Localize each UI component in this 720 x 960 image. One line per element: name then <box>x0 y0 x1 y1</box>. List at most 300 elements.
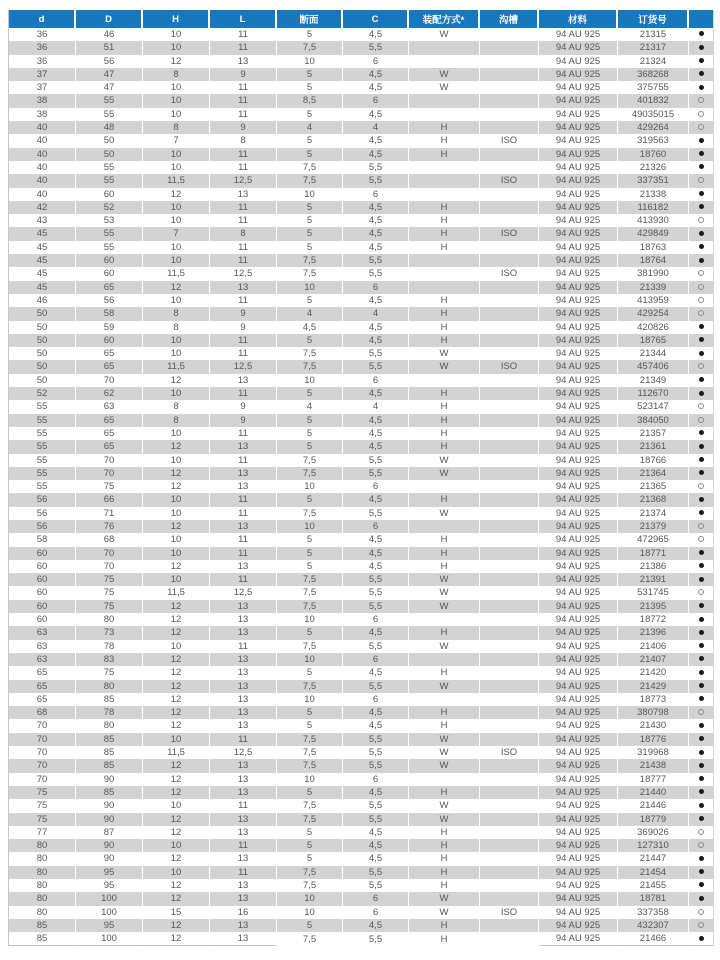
cell-order-no: 21447 <box>618 852 689 865</box>
cell-l: 11 <box>210 254 277 267</box>
cell-l: 13 <box>210 626 277 639</box>
table-row <box>9 440 713 453</box>
cell-material: 94 AU 925 <box>539 533 618 546</box>
cell-l: 13 <box>210 919 277 932</box>
table-row <box>9 347 713 360</box>
cell-h: 15 <box>143 906 210 919</box>
cell-h: 12 <box>143 626 210 639</box>
cell-section: 7,5 <box>277 813 343 826</box>
cell-availability <box>689 454 713 467</box>
cell-availability <box>689 188 713 201</box>
cell-mounting <box>409 161 480 174</box>
cell-l: 12,5 <box>210 360 277 373</box>
cell-order-no: 18771 <box>618 547 689 560</box>
cell-c: 4,5 <box>343 786 409 799</box>
cell-availability <box>689 41 713 54</box>
table-row <box>9 360 713 373</box>
cell-h: 12 <box>143 613 210 626</box>
cell-order-no: 21395 <box>618 600 689 613</box>
cell-availability <box>689 507 713 520</box>
cell-mounting <box>409 108 480 121</box>
table-row <box>9 547 713 560</box>
cell-section: 8,5 <box>277 94 343 107</box>
cell-order-no: 429264 <box>618 121 689 134</box>
cell-order-no: 116182 <box>618 201 689 214</box>
cell-mounting: W <box>409 680 480 693</box>
cell-inner-dia: 56 <box>9 493 76 506</box>
cell-mounting <box>409 653 480 666</box>
table-row <box>9 188 713 201</box>
cell-availability <box>689 600 713 613</box>
cell-outer-dia: 55 <box>76 161 143 174</box>
cell-groove <box>480 813 539 826</box>
cell-l: 13 <box>210 680 277 693</box>
cell-mounting: H <box>409 666 480 679</box>
cell-l: 13 <box>210 600 277 613</box>
cell-h: 10 <box>143 387 210 400</box>
cell-groove: ISO <box>480 746 539 759</box>
cell-outer-dia: 55 <box>76 227 143 240</box>
cell-groove <box>480 188 539 201</box>
table-row <box>9 773 713 786</box>
cell-l: 11 <box>210 334 277 347</box>
cell-mounting: H <box>409 121 480 134</box>
cell-inner-dia: 55 <box>9 467 76 480</box>
cell-c: 4,5 <box>343 201 409 214</box>
cell-material: 94 AU 925 <box>539 746 618 759</box>
cell-h: 10 <box>143 533 210 546</box>
cell-outer-dia: 75 <box>76 480 143 493</box>
cell-section: 5 <box>277 919 343 932</box>
cell-outer-dia: 55 <box>76 241 143 254</box>
cell-mounting: H <box>409 932 480 946</box>
filled-circle-icon <box>699 789 704 794</box>
cell-inner-dia: 65 <box>9 693 76 706</box>
cell-mounting <box>409 480 480 493</box>
cell-inner-dia: 37 <box>9 68 76 81</box>
cell-c: 6 <box>343 906 409 919</box>
cell-outer-dia: 90 <box>76 839 143 852</box>
cell-material: 94 AU 925 <box>539 613 618 626</box>
cell-mounting <box>409 693 480 706</box>
cell-outer-dia: 68 <box>76 533 143 546</box>
cell-outer-dia: 95 <box>76 879 143 892</box>
cell-material: 94 AU 925 <box>539 307 618 320</box>
cell-h: 10 <box>143 81 210 94</box>
cell-groove <box>480 653 539 666</box>
cell-mounting <box>409 254 480 267</box>
cell-outer-dia: 100 <box>76 932 143 946</box>
cell-h: 11,5 <box>143 174 210 187</box>
cell-order-no: 375755 <box>618 81 689 94</box>
cell-l: 13 <box>210 852 277 865</box>
cell-outer-dia: 75 <box>76 666 143 679</box>
table-row <box>9 307 713 320</box>
cell-mounting: H <box>409 866 480 879</box>
cell-c: 6 <box>343 693 409 706</box>
column-header-mounting: 装配方式* <box>409 10 480 28</box>
cell-mounting: W <box>409 813 480 826</box>
cell-groove: ISO <box>480 360 539 373</box>
cell-section: 5 <box>277 666 343 679</box>
table-row <box>9 281 713 294</box>
cell-availability <box>689 281 713 294</box>
cell-outer-dia: 47 <box>76 81 143 94</box>
cell-order-no: 21455 <box>618 879 689 892</box>
cell-inner-dia: 55 <box>9 480 76 493</box>
cell-l: 11 <box>210 427 277 440</box>
cell-section: 7,5 <box>277 759 343 772</box>
cell-groove <box>480 520 539 533</box>
cell-outer-dia: 90 <box>76 813 143 826</box>
cell-mounting: W <box>409 640 480 653</box>
cell-inner-dia: 40 <box>9 174 76 187</box>
cell-inner-dia: 43 <box>9 214 76 227</box>
cell-l: 13 <box>210 480 277 493</box>
cell-order-no: 18766 <box>618 454 689 467</box>
cell-groove <box>480 759 539 772</box>
cell-order-no: 127310 <box>618 839 689 852</box>
cell-section: 5 <box>277 414 343 427</box>
cell-l: 11 <box>210 148 277 161</box>
cell-l: 13 <box>210 560 277 573</box>
cell-order-no: 21446 <box>618 799 689 812</box>
cell-c: 4,5 <box>343 919 409 932</box>
cell-l: 11 <box>210 533 277 546</box>
cell-groove <box>480 586 539 599</box>
cell-groove <box>480 533 539 546</box>
cell-c: 6 <box>343 773 409 786</box>
cell-material: 94 AU 925 <box>539 653 618 666</box>
cell-h: 10 <box>143 108 210 121</box>
cell-section: 10 <box>277 480 343 493</box>
cell-material: 94 AU 925 <box>539 347 618 360</box>
cell-section: 5 <box>277 334 343 347</box>
cell-mounting: W <box>409 759 480 772</box>
cell-h: 12 <box>143 719 210 732</box>
open-circle-icon <box>698 842 704 848</box>
cell-material: 94 AU 925 <box>539 267 618 280</box>
cell-section: 10 <box>277 906 343 919</box>
cell-h: 11,5 <box>143 360 210 373</box>
cell-order-no: 401832 <box>618 94 689 107</box>
cell-l: 13 <box>210 879 277 892</box>
cell-h: 7 <box>143 227 210 240</box>
cell-material: 94 AU 925 <box>539 121 618 134</box>
cell-mounting: H <box>409 321 480 334</box>
cell-mounting: H <box>409 294 480 307</box>
cell-availability <box>689 28 713 41</box>
cell-groove <box>480 919 539 932</box>
cell-order-no: 531745 <box>618 586 689 599</box>
cell-l: 13 <box>210 55 277 68</box>
cell-mounting: H <box>409 560 480 573</box>
cell-outer-dia: 70 <box>76 467 143 480</box>
cell-groove <box>480 307 539 320</box>
cell-inner-dia: 50 <box>9 347 76 360</box>
cell-outer-dia: 78 <box>76 706 143 719</box>
header-row <box>9 10 713 28</box>
cell-outer-dia: 75 <box>76 600 143 613</box>
table-row <box>9 427 713 440</box>
cell-order-no: 21349 <box>618 374 689 387</box>
cell-availability <box>689 626 713 639</box>
filled-circle-icon <box>699 324 704 329</box>
cell-order-no: 21430 <box>618 719 689 732</box>
cell-outer-dia: 90 <box>76 799 143 812</box>
table-row <box>9 254 713 267</box>
cell-availability <box>689 773 713 786</box>
cell-inner-dia: 85 <box>9 919 76 932</box>
open-circle-icon <box>698 97 704 103</box>
cell-section: 5 <box>277 134 343 147</box>
open-circle-icon <box>698 523 704 529</box>
filled-circle-icon <box>699 191 704 196</box>
cell-availability <box>689 227 713 240</box>
cell-h: 10 <box>143 214 210 227</box>
cell-section: 4,5 <box>277 321 343 334</box>
cell-h: 12 <box>143 666 210 679</box>
cell-outer-dia: 65 <box>76 414 143 427</box>
cell-order-no: 337358 <box>618 906 689 919</box>
cell-c: 4,5 <box>343 493 409 506</box>
cell-l: 11 <box>210 201 277 214</box>
cell-groove <box>480 786 539 799</box>
cell-order-no: 112670 <box>618 387 689 400</box>
cell-order-no: 413930 <box>618 214 689 227</box>
cell-inner-dia: 50 <box>9 321 76 334</box>
filled-circle-icon <box>699 457 704 462</box>
cell-order-no: 429849 <box>618 227 689 240</box>
cell-section: 5 <box>277 81 343 94</box>
cell-l: 11 <box>210 41 277 54</box>
cell-order-no: 381990 <box>618 267 689 280</box>
filled-circle-icon <box>699 816 704 821</box>
cell-h: 12 <box>143 374 210 387</box>
cell-inner-dia: 63 <box>9 640 76 653</box>
cell-groove <box>480 28 539 41</box>
cell-l: 9 <box>210 414 277 427</box>
filled-circle-icon <box>699 470 704 475</box>
table-row <box>9 719 713 732</box>
cell-material: 94 AU 925 <box>539 254 618 267</box>
open-circle-icon <box>698 909 704 915</box>
cell-section: 10 <box>277 773 343 786</box>
cell-l: 13 <box>210 892 277 905</box>
cell-mounting: H <box>409 533 480 546</box>
table-row <box>9 148 713 161</box>
cell-mounting <box>409 55 480 68</box>
cell-groove <box>480 573 539 586</box>
cell-section: 7,5 <box>277 161 343 174</box>
cell-section: 5 <box>277 440 343 453</box>
column-header-section: 断面 <box>277 10 343 28</box>
cell-inner-dia: 52 <box>9 387 76 400</box>
cell-outer-dia: 73 <box>76 626 143 639</box>
cell-c: 4,5 <box>343 839 409 852</box>
cell-c: 6 <box>343 94 409 107</box>
cell-l: 13 <box>210 693 277 706</box>
table-row <box>9 400 713 413</box>
open-circle-icon <box>698 589 704 595</box>
filled-circle-icon <box>699 550 704 555</box>
cell-order-no: 21374 <box>618 507 689 520</box>
cell-material: 94 AU 925 <box>539 440 618 453</box>
cell-order-no: 21454 <box>618 866 689 879</box>
cell-availability <box>689 55 713 68</box>
cell-inner-dia: 60 <box>9 586 76 599</box>
table-row <box>9 174 713 187</box>
cell-l: 12,5 <box>210 174 277 187</box>
cell-availability <box>689 493 713 506</box>
cell-order-no: 21364 <box>618 467 689 480</box>
cell-inner-dia: 50 <box>9 334 76 347</box>
table-row <box>9 879 713 892</box>
cell-l: 13 <box>210 706 277 719</box>
cell-order-no: 21357 <box>618 427 689 440</box>
cell-groove <box>480 866 539 879</box>
cell-c: 6 <box>343 613 409 626</box>
cell-section: 5 <box>277 201 343 214</box>
cell-l: 11 <box>210 241 277 254</box>
cell-section: 7,5 <box>277 586 343 599</box>
cell-c: 6 <box>343 480 409 493</box>
cell-section: 5 <box>277 786 343 799</box>
cell-c: 5,5 <box>343 932 409 946</box>
filled-circle-icon <box>699 85 704 90</box>
cell-outer-dia: 85 <box>76 786 143 799</box>
cell-groove <box>480 706 539 719</box>
cell-inner-dia: 46 <box>9 294 76 307</box>
filled-circle-icon <box>699 882 704 887</box>
cell-order-no: 369026 <box>618 826 689 839</box>
cell-section: 10 <box>277 520 343 533</box>
cell-availability <box>689 932 713 946</box>
cell-section: 7,5 <box>277 174 343 187</box>
cell-order-no: 21338 <box>618 188 689 201</box>
cell-outer-dia: 46 <box>76 28 143 41</box>
cell-l: 13 <box>210 281 277 294</box>
cell-groove <box>480 148 539 161</box>
column-header-material: 材料 <box>539 10 618 28</box>
cell-h: 12 <box>143 281 210 294</box>
cell-groove <box>480 241 539 254</box>
cell-material: 94 AU 925 <box>539 799 618 812</box>
cell-c: 5,5 <box>343 573 409 586</box>
cell-h: 12 <box>143 852 210 865</box>
cell-availability <box>689 267 713 280</box>
filled-circle-icon <box>699 258 704 263</box>
cell-order-no: 457406 <box>618 360 689 373</box>
cell-outer-dia: 53 <box>76 214 143 227</box>
cell-section: 7,5 <box>277 347 343 360</box>
cell-material: 94 AU 925 <box>539 148 618 161</box>
cell-inner-dia: 55 <box>9 400 76 413</box>
cell-section: 5 <box>277 839 343 852</box>
cell-mounting: W <box>409 81 480 94</box>
cell-mounting: W <box>409 746 480 759</box>
table-row <box>9 134 713 147</box>
cell-availability <box>689 440 713 453</box>
table-row <box>9 94 713 107</box>
cell-mounting: W <box>409 906 480 919</box>
filled-circle-icon <box>699 563 704 568</box>
filled-circle-icon <box>699 750 704 755</box>
cell-mounting <box>409 267 480 280</box>
cell-l: 13 <box>210 374 277 387</box>
cell-mounting <box>409 281 480 294</box>
cell-h: 10 <box>143 839 210 852</box>
cell-l: 13 <box>210 188 277 201</box>
cell-h: 12 <box>143 892 210 905</box>
cell-groove <box>480 480 539 493</box>
cell-material: 94 AU 925 <box>539 334 618 347</box>
cell-mounting: W <box>409 892 480 905</box>
filled-circle-icon <box>699 391 704 396</box>
table-row <box>9 227 713 240</box>
cell-h: 12 <box>143 759 210 772</box>
cell-material: 94 AU 925 <box>539 493 618 506</box>
cell-c: 5,5 <box>343 41 409 54</box>
cell-order-no: 18777 <box>618 773 689 786</box>
cell-material: 94 AU 925 <box>539 879 618 892</box>
cell-availability <box>689 746 713 759</box>
cell-material: 94 AU 925 <box>539 719 618 732</box>
cell-groove: ISO <box>480 134 539 147</box>
cell-availability <box>689 892 713 905</box>
cell-availability <box>689 294 713 307</box>
cell-availability <box>689 573 713 586</box>
cell-l: 9 <box>210 121 277 134</box>
cell-availability <box>689 387 713 400</box>
cell-inner-dia: 63 <box>9 626 76 639</box>
cell-l: 11 <box>210 799 277 812</box>
cell-mounting <box>409 174 480 187</box>
cell-l: 9 <box>210 307 277 320</box>
cell-l: 11 <box>210 547 277 560</box>
cell-groove <box>480 400 539 413</box>
filled-circle-icon <box>699 763 704 768</box>
cell-section: 5 <box>277 626 343 639</box>
cell-availability <box>689 547 713 560</box>
cell-order-no: 337351 <box>618 174 689 187</box>
cell-material: 94 AU 925 <box>539 41 618 54</box>
cell-c: 4,5 <box>343 241 409 254</box>
cell-mounting: W <box>409 454 480 467</box>
table-row <box>9 680 713 693</box>
cell-h: 10 <box>143 454 210 467</box>
cell-section: 10 <box>277 613 343 626</box>
cell-outer-dia: 62 <box>76 387 143 400</box>
cell-section: 5 <box>277 148 343 161</box>
cell-outer-dia: 60 <box>76 267 143 280</box>
cell-outer-dia: 65 <box>76 360 143 373</box>
cell-material: 94 AU 925 <box>539 693 618 706</box>
cell-order-no: 472965 <box>618 533 689 546</box>
cell-mounting <box>409 520 480 533</box>
cell-c: 5,5 <box>343 267 409 280</box>
filled-circle-icon <box>699 204 704 209</box>
cell-inner-dia: 80 <box>9 839 76 852</box>
cell-inner-dia: 63 <box>9 653 76 666</box>
cell-h: 12 <box>143 440 210 453</box>
cell-inner-dia: 65 <box>9 680 76 693</box>
table-row <box>9 799 713 812</box>
cell-material: 94 AU 925 <box>539 866 618 879</box>
table-row <box>9 241 713 254</box>
cell-c: 5,5 <box>343 866 409 879</box>
cell-groove <box>480 613 539 626</box>
